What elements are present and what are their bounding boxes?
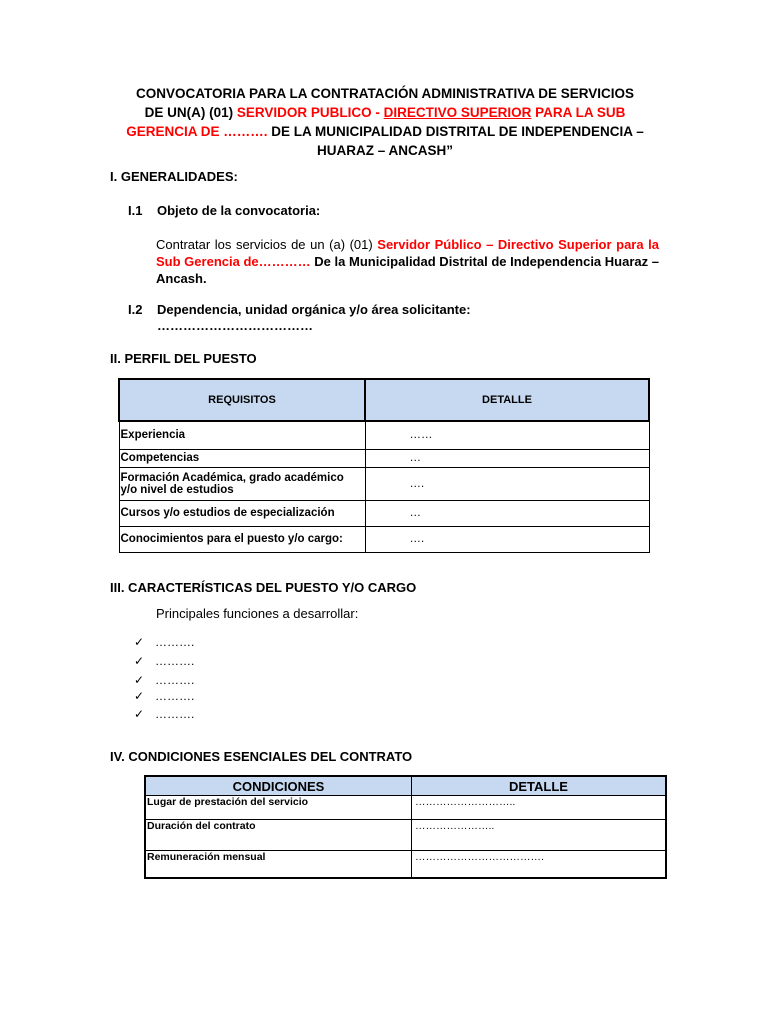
list-item: [134, 689, 194, 703]
detalle-cell: ……………………………….: [412, 851, 667, 878]
section-1-1-text-b: Servidor Público – Directivo Superior para la Sub Gerencia de…………: [156, 237, 659, 269]
title-line-3-a: GERENCIA DE ……….: [126, 124, 268, 139]
detalle-cell: ….: [365, 467, 649, 500]
column-header-detalle: DETALLE: [365, 379, 649, 421]
list-item-text: ……….: [155, 654, 195, 668]
list-item-text: ……….: [155, 707, 195, 721]
checkmark-icon: ✓: [134, 673, 145, 687]
condicion-cell: Duración del contrato: [145, 820, 412, 851]
list-item-text: ……….: [155, 689, 195, 703]
section-1-2-value: ………………………………: [157, 318, 313, 333]
title-line-2-d: PARA LA SUB: [531, 105, 626, 120]
section-1-heading: I. GENERALIDADES:: [110, 169, 238, 184]
section-1-1-number: I.1: [128, 203, 143, 218]
column-header-detalle: DETALLE: [412, 776, 667, 796]
section-1-1-text-c: De la Municipalidad Distrital de Independencia Huaraz – Ancash.: [156, 254, 659, 286]
table-header-row: [145, 776, 666, 796]
title-line-1: CONVOCATORIA PARA LA CONTRATACIÓN ADMINISTRATIVA DE SERVICIOS: [135, 86, 634, 101]
table-row: [119, 449, 649, 467]
detalle-cell: …: [365, 500, 649, 526]
list-item-text: ……….: [155, 635, 195, 649]
detalle-cell: …: [365, 449, 649, 467]
table-row: [145, 820, 666, 851]
section-1-1-text: [156, 236, 659, 287]
section-1-2-number: I.2: [128, 302, 143, 317]
requisito-cell: Competencias: [119, 449, 365, 467]
condiciones-table: [144, 775, 667, 879]
title-line-2-a: DE UN(A) (01): [144, 105, 237, 120]
title-line-2-b: SERVIDOR PUBLICO -: [236, 105, 384, 120]
requisito-cell: Cursos y/o estudios de especialización: [119, 500, 365, 526]
column-header-requisitos: REQUISITOS: [119, 379, 365, 421]
detalle-cell: …………………..: [412, 820, 667, 851]
column-header-condiciones: CONDICIONES: [145, 776, 412, 796]
section-3-intro: Principales funciones a desarrollar:: [156, 606, 359, 621]
perfil-table: [118, 378, 650, 553]
table-row: [145, 851, 666, 878]
title-line-4: HUARAZ – ANCASH”: [316, 143, 453, 158]
title-line-3: [100, 122, 670, 141]
requisito-cell: Conocimientos para el puesto y/o cargo:: [119, 526, 365, 552]
list-item: [134, 654, 194, 668]
document-title: [100, 84, 670, 160]
table-row: [119, 467, 649, 500]
section-2-heading: II. PERFIL DEL PUESTO: [110, 351, 257, 366]
section-1-1-text-a: Contratar los servicios de un (a) (01): [156, 237, 378, 252]
condicion-cell: Lugar de prestación del servicio: [145, 796, 412, 820]
table-header-row: [119, 379, 649, 421]
list-item: [134, 673, 194, 687]
checkmark-icon: ✓: [134, 635, 145, 649]
detalle-cell: ………………………..: [412, 796, 667, 820]
section-1-2-title: Dependencia, unidad orgánica y/o área solicitante:: [157, 302, 471, 317]
title-line-2-c: DIRECTIVO SUPERIOR: [383, 105, 532, 120]
requisito-cell: Formación Académica, grado académico y/o nivel de estudios: [119, 467, 365, 500]
checkmark-icon: ✓: [134, 654, 145, 668]
title-line-2: [100, 103, 670, 122]
table-row: [145, 796, 666, 820]
section-4-heading: IV. CONDICIONES ESENCIALES DEL CONTRATO: [110, 749, 413, 764]
requisito-cell: Experiencia: [119, 421, 365, 449]
list-item: [134, 707, 194, 721]
title-line-3-b: DE LA MUNICIPALIDAD DISTRITAL DE INDEPENDENCIA –: [267, 124, 644, 139]
table-row: [119, 526, 649, 552]
condicion-cell: Remuneración mensual: [145, 851, 412, 878]
detalle-cell: ….: [365, 526, 649, 552]
list-item-text: ……….: [155, 673, 195, 687]
table-row: [119, 421, 649, 449]
checkmark-icon: ✓: [134, 689, 145, 703]
table-row: [119, 500, 649, 526]
section-1-1-title: Objeto de la convocatoria:: [157, 203, 321, 218]
checkmark-icon: ✓: [134, 707, 145, 721]
list-item: [134, 635, 194, 649]
section-3-heading: III. CARACTERÍSTICAS DEL PUESTO Y/O CARGO: [110, 580, 417, 595]
detalle-cell: ……: [365, 421, 649, 449]
